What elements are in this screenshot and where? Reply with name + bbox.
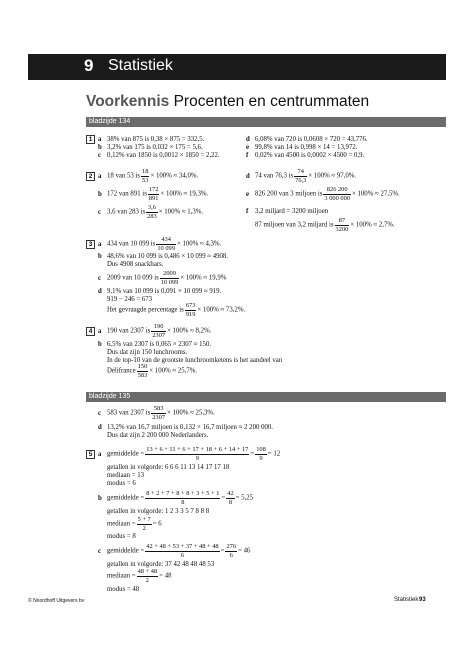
answer-line: c gemiddelde = $\frac{42 + 48 + 53 + 37 + 48 + 48}{6}$ = $\frac{276}{6}$ = 46 xyxy=(98,543,251,559)
fraction: $\frac{18}{53}$ xyxy=(142,168,149,184)
fraction: $\frac{8 + 2 + 7 + 8 + 8 + 3 + 5 + 1}{8}$ xyxy=(146,490,220,506)
answer-line: getallen in volgorde: 1 2 3 3 5 7 8 8 8 xyxy=(107,508,210,515)
fraction: $\frac{826 200}{3 000 000}$ xyxy=(324,186,350,202)
page-band-135: bladzijde 135 xyxy=(86,392,446,402)
footer-label: Statistiek xyxy=(394,597,419,603)
answer-line: e 826 200 van 3 miljoen is $\frac{826 200}{3 000 000}$ × 100% ≈ 27,5%. xyxy=(246,186,400,202)
section-title xyxy=(86,93,369,111)
answer-line: d 6,08% van 720 is 0,0608 × 720 = 43,776. xyxy=(246,136,368,143)
exercise-number: 1 xyxy=(86,135,95,144)
answer-line: a 18 van 53 is $\frac{18}{53}$ × 100% ≈ 34,0%. xyxy=(98,168,199,184)
answer-line: mediaan = 13 xyxy=(107,472,145,479)
exercise-number: 5 xyxy=(86,450,95,459)
fraction: $\frac{2009}{10 099}$ xyxy=(160,270,179,286)
answer-line: e 99,8% van 14 is 0,998 × 14 = 13,972. xyxy=(246,144,358,151)
exercise-number: 3 xyxy=(86,240,95,249)
answer-line: mediaan = $\frac{48 + 48}{2}$ = 48 xyxy=(107,568,172,584)
fraction: $\frac{276}{6}$ xyxy=(226,543,237,559)
answer-line: Dus dat zijn 2 200 000 Nederlanders. xyxy=(107,432,209,439)
fraction: $\frac{74}{76,3}$ xyxy=(295,168,307,184)
fraction: $\frac{673}{919}$ xyxy=(185,302,196,318)
answer-line: c 583 van 2307 is $\frac{583}{2307}$ × 100% ≈ 25,3%. xyxy=(98,405,215,421)
section-title-rest: Procenten en centrummaten xyxy=(173,93,370,110)
fraction: $\frac{13 + 6 + 11 + 6 + 17 + 18 + 6 + 14 + 17}{9}$ xyxy=(146,446,249,462)
answer-line: b 3,2% van 175 is 0,032 × 175 = 5,6. xyxy=(98,144,203,151)
answer-line: c 2009 van 10 099 is $\frac{2009}{10 099}$ × 100% ≈ 19,9% xyxy=(98,270,227,286)
answer-line: Délifrance $\frac{150}{583}$ × 100% ≈ 25,7%. xyxy=(107,363,198,379)
fraction: $\frac{42 + 48 + 53 + 37 + 48 + 48}{6}$ xyxy=(146,543,219,559)
chapter-title: Statistiek xyxy=(108,57,173,74)
answer-line: Dus dat zijn 150 lunchrooms. xyxy=(107,349,188,356)
page-band-134: bladzijde 134 xyxy=(86,117,446,127)
answer-line: getallen in volgorde: 37 42 48 48 48 53 xyxy=(107,561,215,568)
answer-line: d 13,2% van 16,7 miljoen is 0,132 × 16,7 miljoen ≈ 2 200 000. xyxy=(98,424,273,431)
section-title-bold: Voorkennis xyxy=(86,93,170,110)
fraction: $\frac{108}{9}$ xyxy=(256,446,266,462)
answer-line: b 6,5% van 2307 is 0,065 × 2307 ≈ 150. xyxy=(98,341,212,348)
fraction: $\frac{583}{2307}$ xyxy=(152,405,166,421)
fraction: $\frac{3,6}{283}$ xyxy=(147,204,157,220)
fraction: $\frac{172}{891}$ xyxy=(148,186,159,202)
answer-line: modus = 6 xyxy=(107,480,136,487)
answer-line: modus = 8 xyxy=(107,533,136,540)
exercise-number: 2 xyxy=(86,172,95,181)
chapter-number: 9 xyxy=(84,56,94,75)
answer-line: Dus 4908 snackbars. xyxy=(107,261,164,268)
fraction: $\frac{190}{2307}$ xyxy=(152,323,166,339)
fraction: $\frac{48 + 48}{2}$ xyxy=(137,568,158,584)
exercise-number: 4 xyxy=(86,327,95,336)
answer-line: getallen in volgorde: 6 6 6 11 13 14 17 17 18 xyxy=(107,464,230,471)
answer-line: b 172 van 891 is $\frac{172}{891}$ × 100% ≈ 19,3%. xyxy=(98,186,209,202)
fraction: $\frac{87}{3200}$ xyxy=(335,217,349,233)
fraction: $\frac{42}{8}$ xyxy=(227,490,234,506)
footer-copyright: © Noordhoff Uitgevers bv xyxy=(28,598,85,604)
answer-line: a gemiddelde = $\frac{13 + 6 + 11 + 6 + 17 + 18 + 6 + 14 + 17}{9}$ = $\frac{108}{9}$ = 12 xyxy=(98,446,281,462)
answer-line: b gemiddelde = $\frac{8 + 2 + 7 + 8 + 8 + 3 + 5 + 1}{8}$ = $\frac{42}{8}$ = 5,25 xyxy=(98,490,254,506)
answer-line: c 0,12% van 1850 is 0,0012 × 1850 = 2,22. xyxy=(98,152,220,159)
answer-line: a 434 van 10 099 is $\frac{434}{10 099}$ × 100% ≈ 4,3%. xyxy=(98,236,222,252)
answer-line: a 38% van 875 is 0,38 × 875 = 332,5. xyxy=(98,136,205,143)
fraction: $\frac{150}{583}$ xyxy=(137,363,148,379)
answer-line: 87 miljoen van 3,2 miljard is $\frac{87}{3200}$ × 100% ≈ 2,7%. xyxy=(255,217,395,233)
fraction: $\frac{5 + 7}{2}$ xyxy=(137,516,151,532)
answer-line: d 74 van 76,3 is $\frac{74}{76,3}$ × 100% ≈ 97,0%. xyxy=(246,168,357,184)
answer-line: Het gevraagde percentage is $\frac{673}{919}$ × 100% ≈ 73,2%. xyxy=(107,302,246,318)
fraction: $\frac{434}{10 099}$ xyxy=(157,236,175,252)
answer-line: f 3,2 miljard = 3200 miljoen xyxy=(246,208,329,215)
answer-line: modus = 48 xyxy=(107,586,140,593)
answer-line: In de top-10 van de grootste lunchroomketens is het aandeel van xyxy=(107,357,283,364)
answer-line: 919 − 246 = 673 xyxy=(107,296,153,303)
answer-line: mediaan = $\frac{5 + 7}{2}$ = 6 xyxy=(107,516,162,532)
chapter-header xyxy=(28,54,446,80)
answer-line: a 190 van 2307 is $\frac{190}{2307}$ × 100% ≈ 8,2%. xyxy=(98,323,212,339)
answer-line: c 3,6 van 283 is $\frac{3,6}{283}$ × 100% ≈ 1,3%. xyxy=(98,204,204,220)
answer-line: d 9,1% van 10 099 is 0,091 × 10 099 ≈ 919. xyxy=(98,288,222,295)
answer-line: b 48,6% van 10 099 is 0,486 × 10 099 ≈ 4908. xyxy=(98,253,229,260)
page-number: 93 xyxy=(419,597,426,603)
answer-line: f 0,02% van 4500 is 0,0002 × 4500 = 0,9. xyxy=(246,152,365,159)
